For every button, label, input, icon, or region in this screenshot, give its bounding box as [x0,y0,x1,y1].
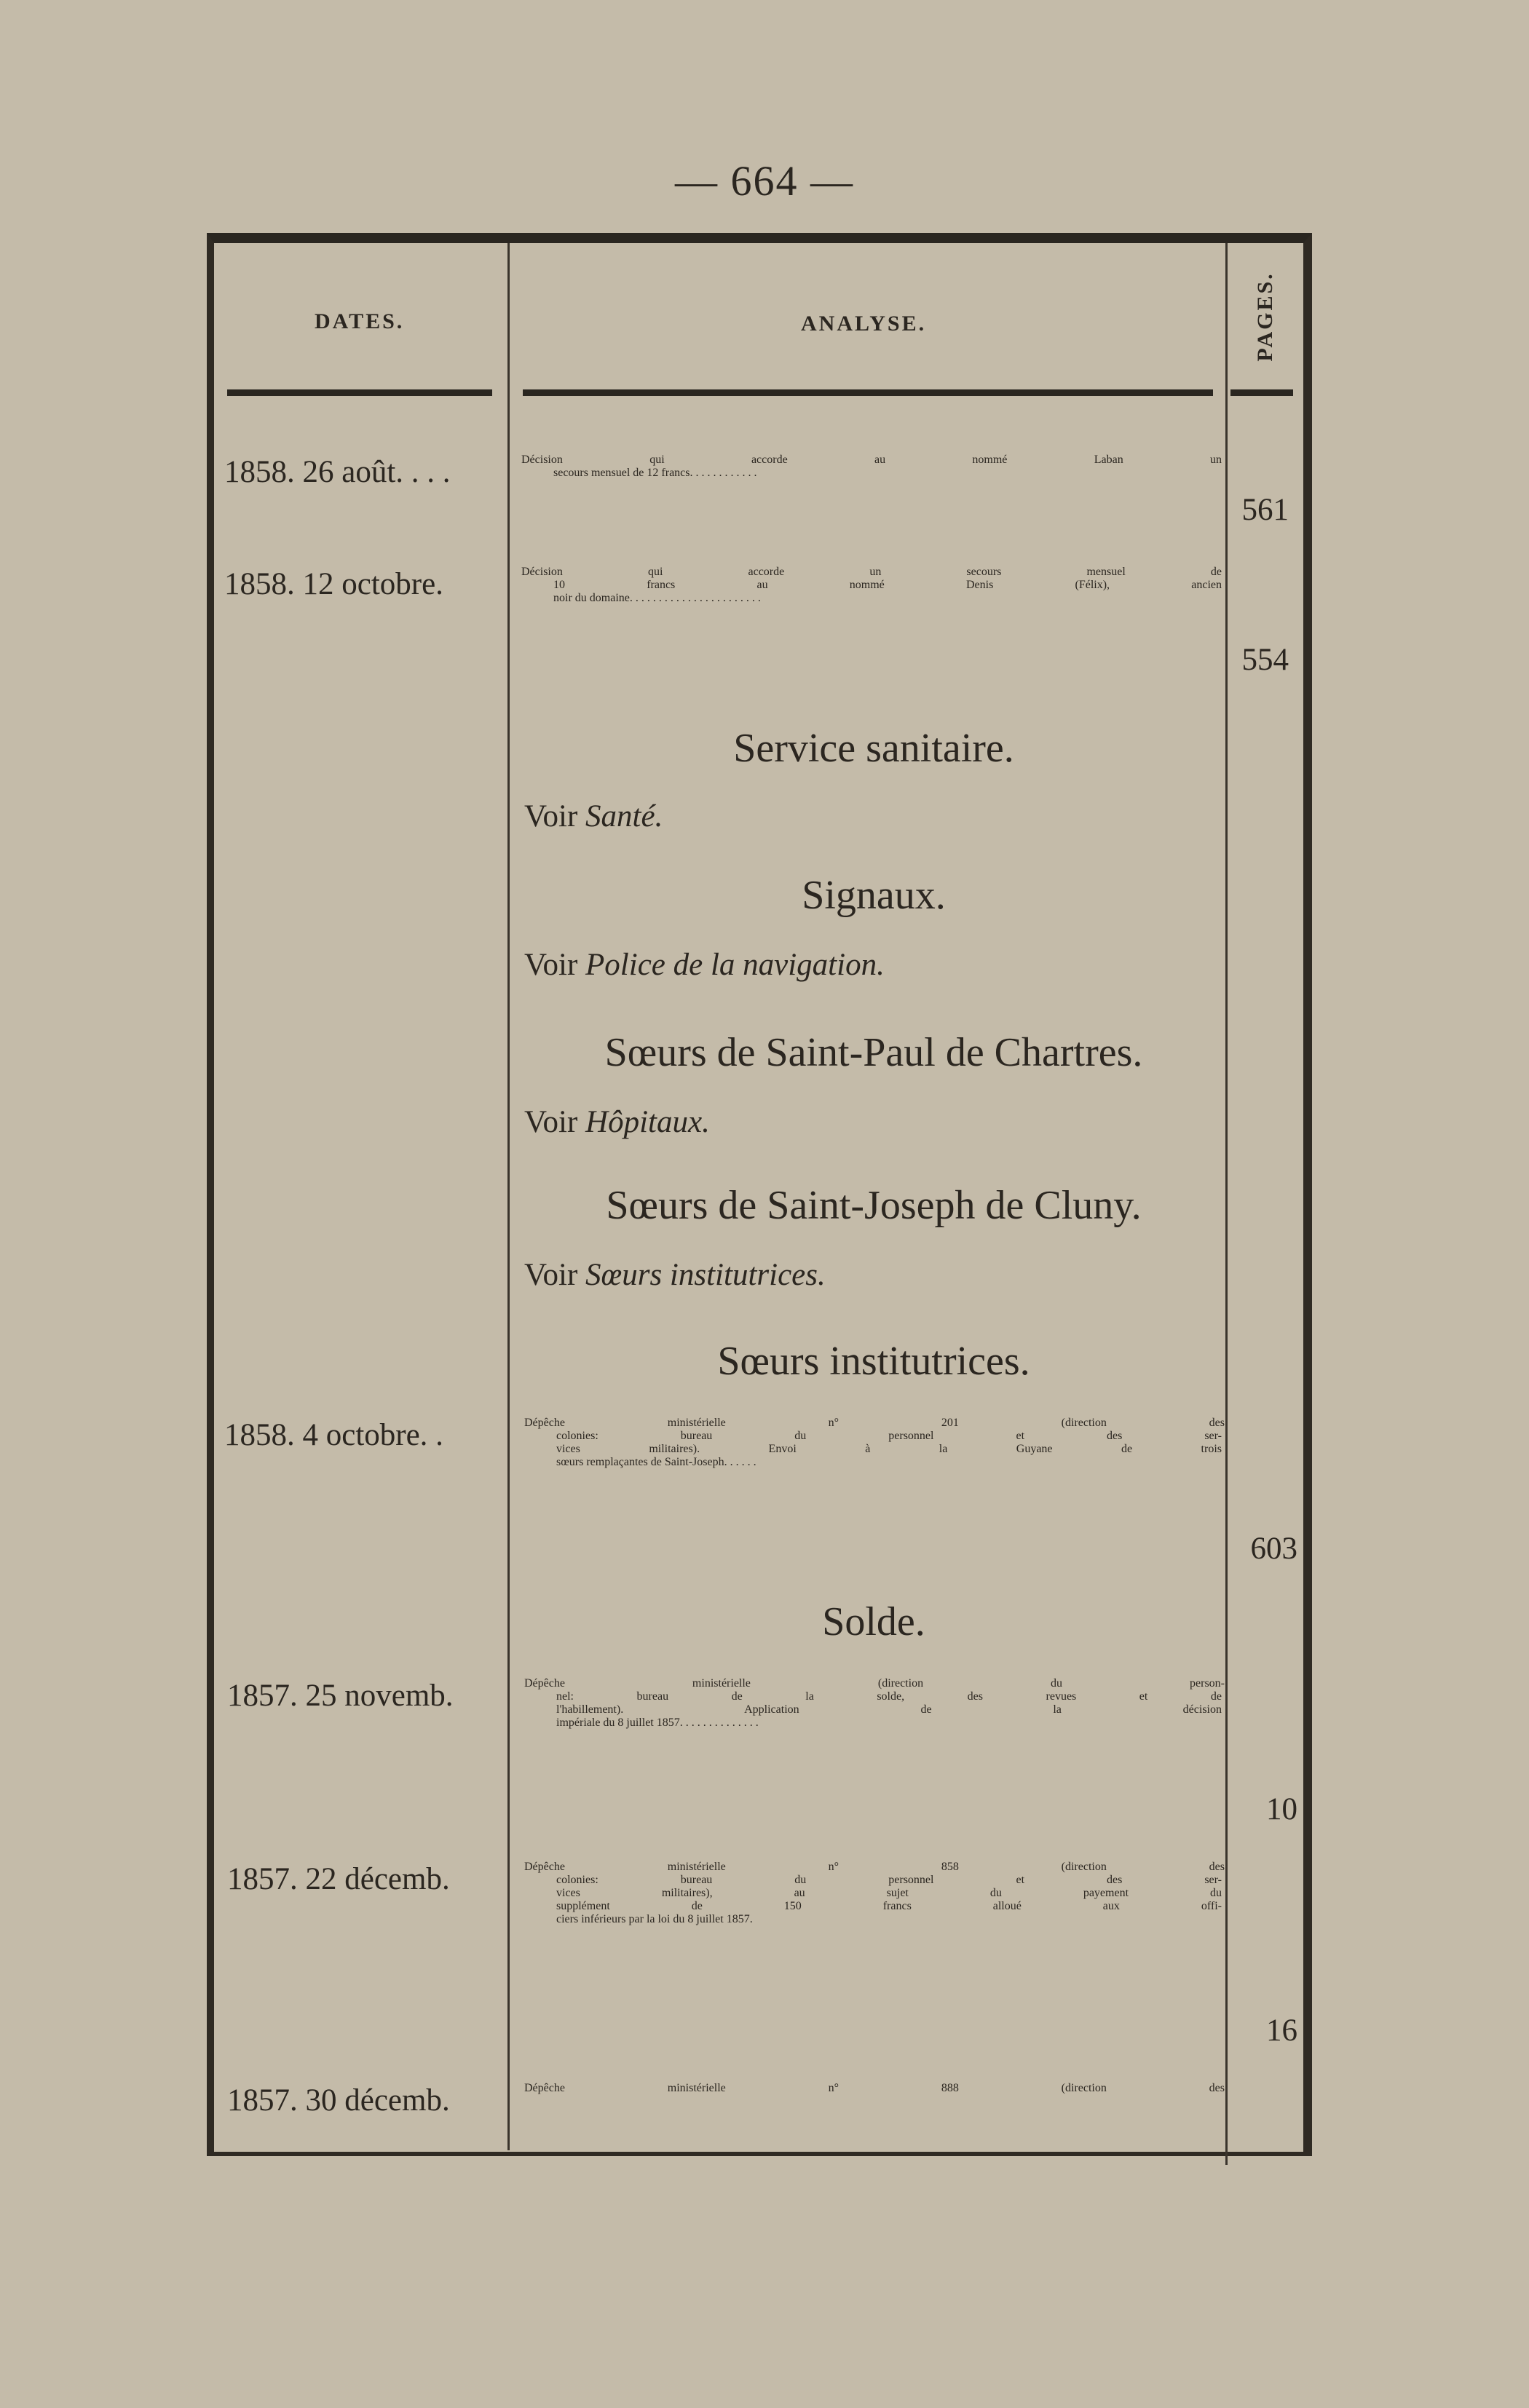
entry-line: vices militaires). Envoi à la Guyane de trois [556,1443,1222,1455]
entry-line: 10 francs au nommé Denis (Félix), ancien [553,579,1222,591]
column-header-dates: DATES. [315,309,405,333]
entry-date: 1858. 12 octobre. [224,567,443,601]
entry-text [521,454,1222,480]
voir-label: Voir [524,948,578,982]
entry-line: noir du domaine. . . . . . . . . . . . . . . . . . . . . . . [553,592,761,604]
entry-text [524,1861,1225,1926]
cross-reference-target: Santé. [585,799,663,833]
entry-page: 603 [1250,1532,1297,1566]
section-heading: Service sanitaire. [733,726,1014,771]
cross-reference-target: Police de la navigation. [585,948,885,982]
column-header-pages: PAGES. [1253,272,1277,362]
entry-date: 1857. 30 décemb. [227,2083,450,2118]
entry-line: impériale du 8 juillet 1857. . . . . . . . . . . . . . [556,1716,759,1729]
entry-line: colonies: bureau du personnel et des ser- [556,1874,1222,1886]
entry-line: Décision qui accorde au nommé Laban un [521,454,1222,466]
entry-line: vices militaires), au sujet du payement du [556,1887,1222,1899]
entry-text [524,1677,1225,1730]
entry-page: 554 [1241,643,1289,677]
entry-line: nel: bureau de la solde, des revues et de [556,1690,1222,1703]
entry-date: 1858. 26 août. . . . [224,455,451,489]
entry-line: ciers inférieurs par la loi du 8 juillet 1857. [556,1913,753,1925]
section-heading: Sœurs de Saint-Joseph de Cluny. [606,1183,1142,1228]
cross-reference-target: Hôpitaux. [585,1105,710,1139]
entry-date: 1857. 22 décemb. [227,1862,450,1896]
entry-text [524,1417,1225,1469]
entry-page: 561 [1241,493,1289,527]
entry-page: 16 [1266,2013,1297,2048]
voir-label: Voir [524,799,578,833]
entry-date: 1858. 4 octobre. . [224,1418,443,1452]
entry-line: Dépêche ministérielle n° 201 (direction des [524,1417,1225,1429]
entry-line: secours mensuel de 12 francs. . . . . . . . . . . . [553,467,757,479]
entry-line: Dépêche ministérielle (direction du person- [524,1677,1225,1690]
cross-reference-target: Sœurs institutrices. [585,1258,826,1292]
cross-reference [524,1256,826,1294]
voir-label: Voir [524,1105,578,1139]
entry-page: 10 [1266,1792,1297,1826]
entry-date: 1857. 25 novemb. [227,1679,454,1713]
entry-line: supplément de 150 francs alloué aux offi- [556,1900,1222,1912]
entry-text [521,566,1222,605]
section-heading: Solde. [822,1599,925,1644]
entry-line: l'habillement). Application de la décision [556,1703,1222,1716]
section-heading: Signaux. [802,873,946,918]
entry-line: sœurs remplaçantes de Saint-Joseph. . . . . . [556,1456,756,1468]
voir-label: Voir [524,1258,578,1292]
entry-line: Dépêche ministérielle n° 888 (direction des [524,2082,1225,2094]
entry-text [524,2082,1225,2095]
page-number: — 664 — [675,157,854,205]
cross-reference [524,1104,710,1141]
header-rule-dates [227,389,492,396]
entry-line: Dépêche ministérielle n° 858 (direction des [524,1861,1225,1873]
header-rule-analyse [523,389,1213,396]
cross-reference [524,798,663,836]
column-header-analyse: ANALYSE. [801,312,927,336]
section-heading: Sœurs institutrices. [717,1339,1030,1384]
entry-line: colonies: bureau du personnel et des ser- [556,1430,1222,1442]
header-rule-pages [1230,389,1293,396]
section-heading: Sœurs de Saint-Paul de Chartres. [604,1030,1143,1075]
entry-line: Décision qui accorde un secours mensuel de [521,566,1222,578]
cross-reference [524,946,885,984]
